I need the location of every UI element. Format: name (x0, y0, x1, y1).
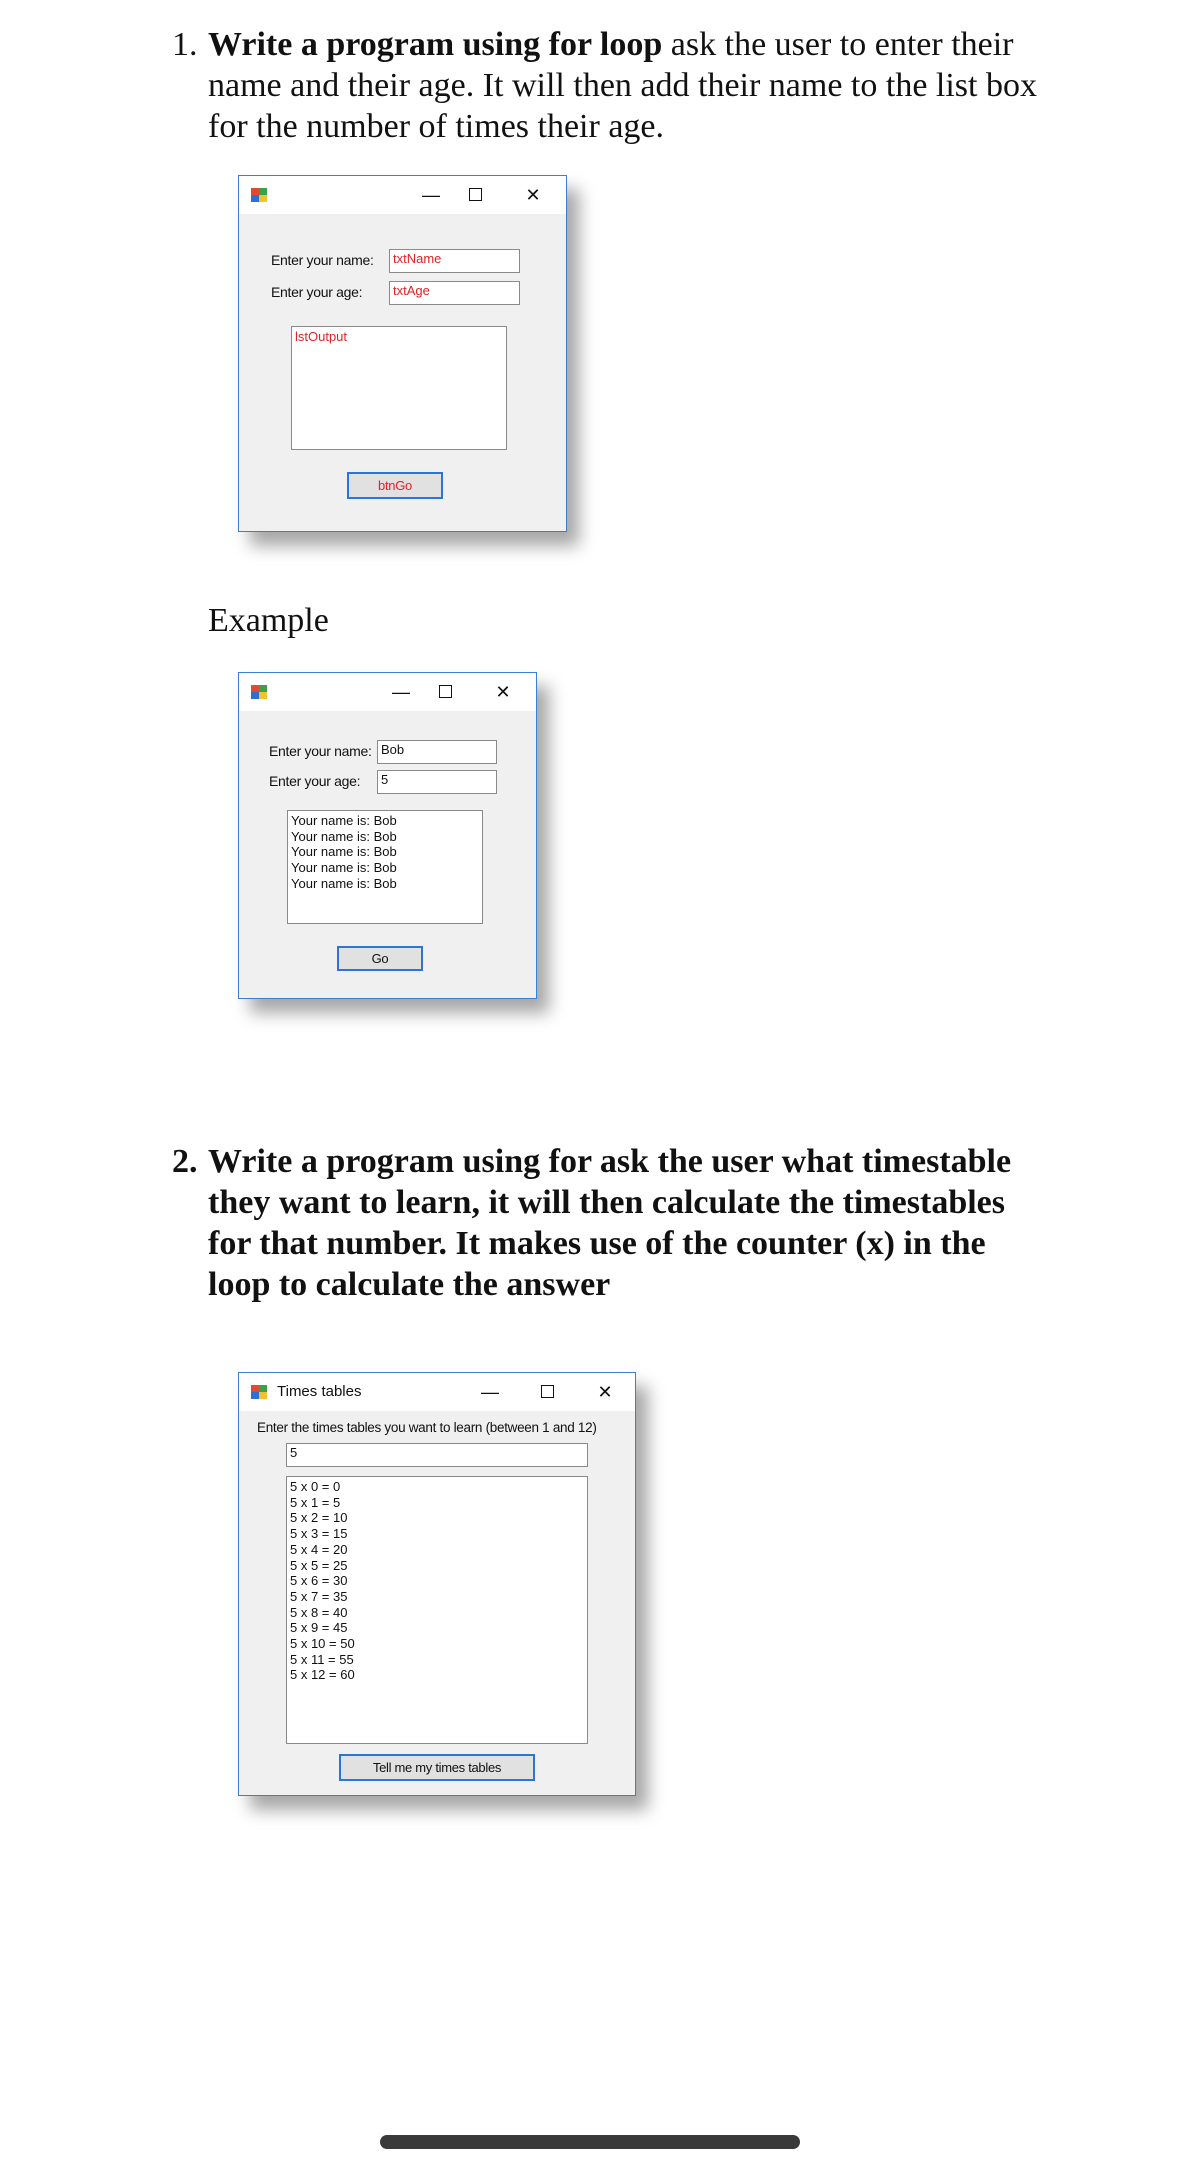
timestable-input[interactable]: 5 (286, 1443, 588, 1467)
maximize-button[interactable] (461, 182, 489, 208)
question-2 (172, 1141, 1052, 1305)
list-item: 5 x 2 = 10 (290, 1510, 348, 1526)
title-bar (239, 1373, 635, 1411)
question-1-bold: Write a program using for loop (208, 26, 663, 63)
list-item: 5 x 9 = 45 (290, 1620, 348, 1636)
age-label: Enter your age: (271, 284, 363, 300)
question-2-number: 2. (172, 1143, 198, 1180)
list-item: Your name is: Bob (291, 813, 397, 828)
list-item: 5 x 8 = 40 (290, 1604, 348, 1620)
question-1-text (208, 24, 1052, 147)
list-item: 5 x 6 = 30 (290, 1573, 348, 1589)
name-input[interactable]: txtName (389, 249, 520, 273)
name-input[interactable]: Bob (377, 740, 497, 764)
list-item: 5 x 12 = 60 (290, 1667, 355, 1683)
list-item: Your name is: Bob (291, 875, 397, 891)
output-listbox[interactable] (287, 810, 483, 924)
question-1-rest: ask the user to enter their name and their age. It will then add their name to the list box for the number of times their age. (208, 26, 1037, 145)
age-label: Enter your age: (269, 773, 361, 789)
title-bar (239, 673, 536, 711)
tell-times-tables-button[interactable]: Tell me my times tables (339, 1754, 535, 1781)
window-title: Times tables (277, 1383, 362, 1400)
list-item: 5 x 7 = 35 (290, 1588, 348, 1604)
example-label: Example (208, 602, 329, 639)
list-item: 5 x 3 = 15 (290, 1526, 348, 1542)
app-icon (251, 1385, 267, 1399)
question-2-text: Write a program using for ask the user what timestable they want to learn, it will then calculate the timestables for that number. It makes use of the counter (x) in the loop to calculate the answer (208, 1143, 1012, 1303)
app-icon (251, 188, 267, 202)
go-button[interactable]: btnGo (347, 472, 443, 499)
output-listbox[interactable] (286, 1476, 588, 1744)
maximize-button[interactable] (533, 1379, 561, 1405)
maximize-icon (439, 685, 452, 698)
list-item: Your name is: Bob (291, 828, 397, 844)
close-button[interactable]: ✕ (495, 682, 511, 702)
name-label: Enter your name: (271, 252, 374, 268)
maximize-button[interactable] (431, 679, 459, 705)
maximize-icon (469, 188, 482, 201)
list-item: 5 x 4 = 20 (290, 1541, 348, 1557)
prompt-label: Enter the times tables you want to learn (between 1 and 12) (257, 1420, 597, 1435)
title-bar (239, 176, 566, 214)
minimize-button[interactable]: — (422, 185, 440, 205)
minimize-button[interactable]: — (392, 682, 410, 702)
example-form-window (238, 672, 537, 999)
close-button[interactable]: ✕ (597, 1382, 613, 1402)
design-form-window (238, 175, 567, 532)
list-item: Your name is: Bob (291, 860, 397, 876)
list-item: 5 x 1 = 5 (290, 1494, 341, 1510)
name-label: Enter your name: (269, 743, 372, 759)
list-item: 5 x 10 = 50 (290, 1636, 355, 1652)
question-1-number: 1. (172, 26, 198, 63)
app-icon (251, 685, 267, 699)
close-button[interactable]: ✕ (525, 185, 541, 205)
age-input[interactable]: 5 (377, 770, 497, 794)
list-item: 5 x 0 = 0 (290, 1479, 341, 1494)
list-item: Your name is: Bob (291, 844, 397, 860)
maximize-icon (541, 1385, 554, 1398)
go-button[interactable]: Go (337, 946, 423, 971)
times-tables-window (238, 1372, 636, 1796)
age-input[interactable]: txtAge (389, 281, 520, 305)
minimize-button[interactable]: — (481, 1382, 499, 1402)
list-item: 5 x 5 = 25 (290, 1557, 348, 1573)
output-listbox[interactable]: lstOutput (291, 326, 507, 450)
list-item: 5 x 11 = 55 (290, 1651, 354, 1667)
question-1 (172, 24, 1052, 147)
home-indicator[interactable] (380, 2135, 800, 2149)
